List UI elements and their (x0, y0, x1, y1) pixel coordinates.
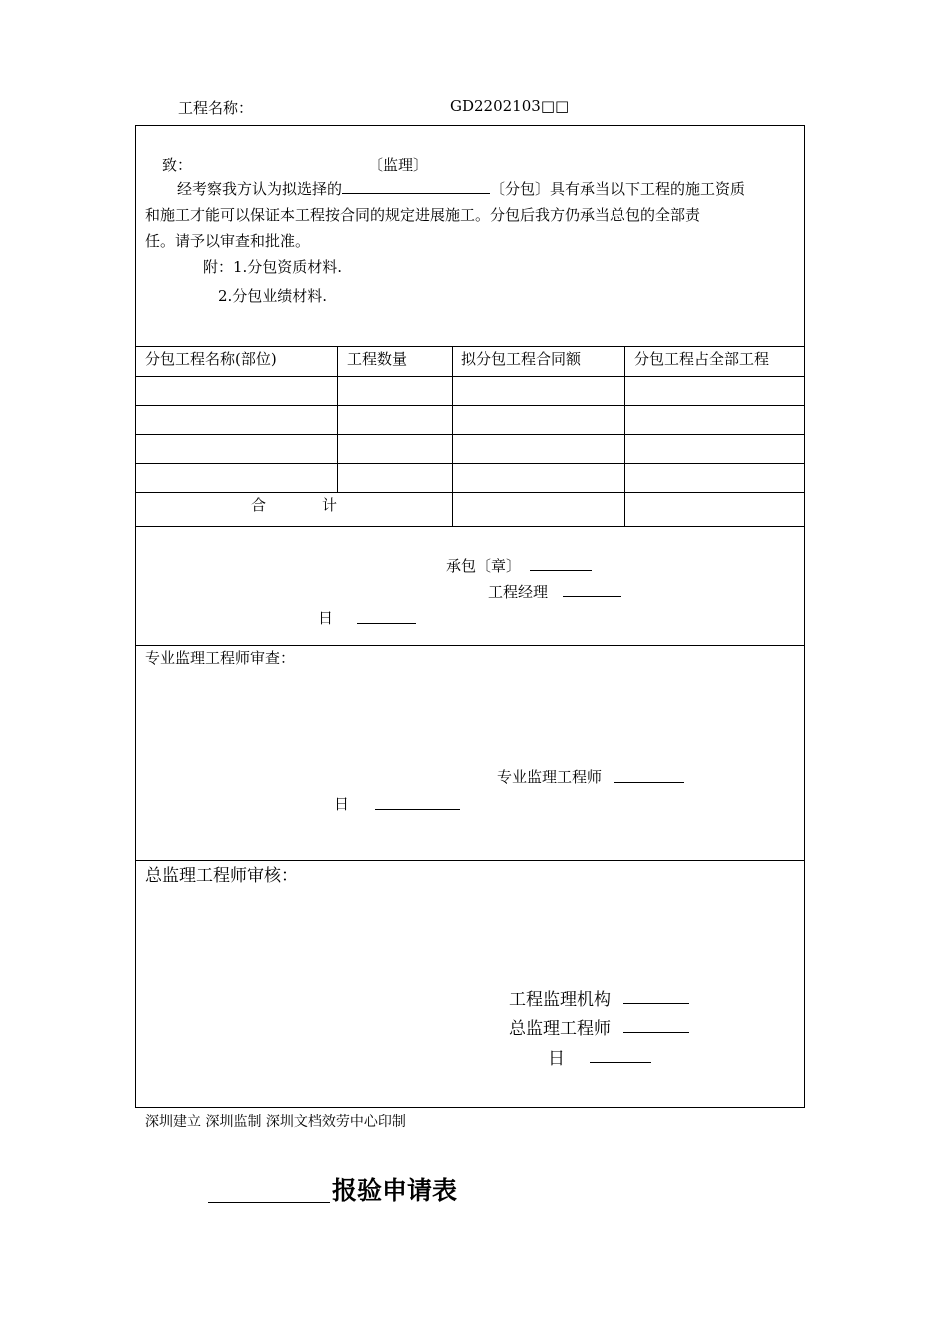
section-divider (135, 645, 805, 646)
chief-engineer-blank[interactable] (623, 1017, 689, 1033)
form-title-blank[interactable] (208, 1186, 330, 1203)
specialist-review-label: 专业监理工程师审查： (145, 649, 296, 667)
letter-paragraph-line3: 任。请予以审查和批准。 (145, 232, 311, 250)
to-label: 致： (162, 156, 193, 174)
letter-paragraph-line2: 和施工才能可以保证本工程按合同的规定进展施工。分包后我方仍承当总包的全部责 (145, 206, 701, 224)
letter-text-before: 经考察我方认为拟选择的 (177, 180, 343, 198)
column-header-contract-amount: 拟分包工程合同额 (461, 350, 582, 368)
specialist-engineer-blank[interactable] (614, 768, 684, 783)
table-row[interactable] (136, 406, 804, 434)
total-label-part2: 计 (322, 496, 338, 514)
chief-date-blank[interactable] (590, 1047, 651, 1063)
project-name-label: 工程名称： (178, 99, 254, 117)
specialist-date-blank[interactable] (375, 795, 460, 810)
supervision-org-label: 工程监理机构 (509, 990, 611, 1010)
contractor-seal-blank[interactable] (530, 556, 592, 571)
contractor-date-blank[interactable] (357, 609, 416, 624)
attachment-1: 附：1.分包资质材料. (203, 258, 343, 276)
chief-engineer-label: 总监理工程师 (509, 1019, 611, 1039)
contractor-date-label: 日 (318, 609, 334, 627)
specialist-engineer-label: 专业监理工程师 (497, 768, 603, 786)
column-header-quantity: 工程数量 (347, 350, 408, 368)
project-manager-blank[interactable] (563, 582, 621, 597)
column-header-name: 分包工程名称(部位) (145, 350, 277, 368)
supervision-org-blank[interactable] (623, 988, 689, 1004)
subcontractor-blank[interactable] (342, 179, 490, 194)
supervisor-recipient: 〔监理〕 (368, 156, 429, 174)
letter-paragraph-line1 (145, 176, 797, 202)
project-manager-label: 工程经理 (488, 583, 549, 601)
form-code: GD2202103□□ (450, 97, 570, 115)
specialist-date-label: 日 (334, 795, 350, 813)
letter-text-after: 〔分包〕具有承当以下工程的施工资质 (490, 180, 746, 198)
table-row[interactable] (136, 464, 804, 492)
next-form-title: 报验申请表 (332, 1176, 458, 1205)
printer-footer: 深圳建立 深圳监制 深圳文档效劳中心印制 (145, 1114, 406, 1130)
table-row[interactable] (136, 377, 804, 405)
chief-date-label: 日 (548, 1049, 565, 1069)
column-header-percentage: 分包工程占全部工程 (634, 350, 770, 368)
table-row[interactable] (136, 435, 804, 463)
total-label-part1: 合 (251, 496, 267, 514)
contractor-seal-label: 承包〔章〕 (446, 557, 522, 575)
attachment-2: 2.分包业绩材料. (218, 287, 328, 305)
chief-review-label: 总监理工程师审核： (145, 866, 298, 886)
